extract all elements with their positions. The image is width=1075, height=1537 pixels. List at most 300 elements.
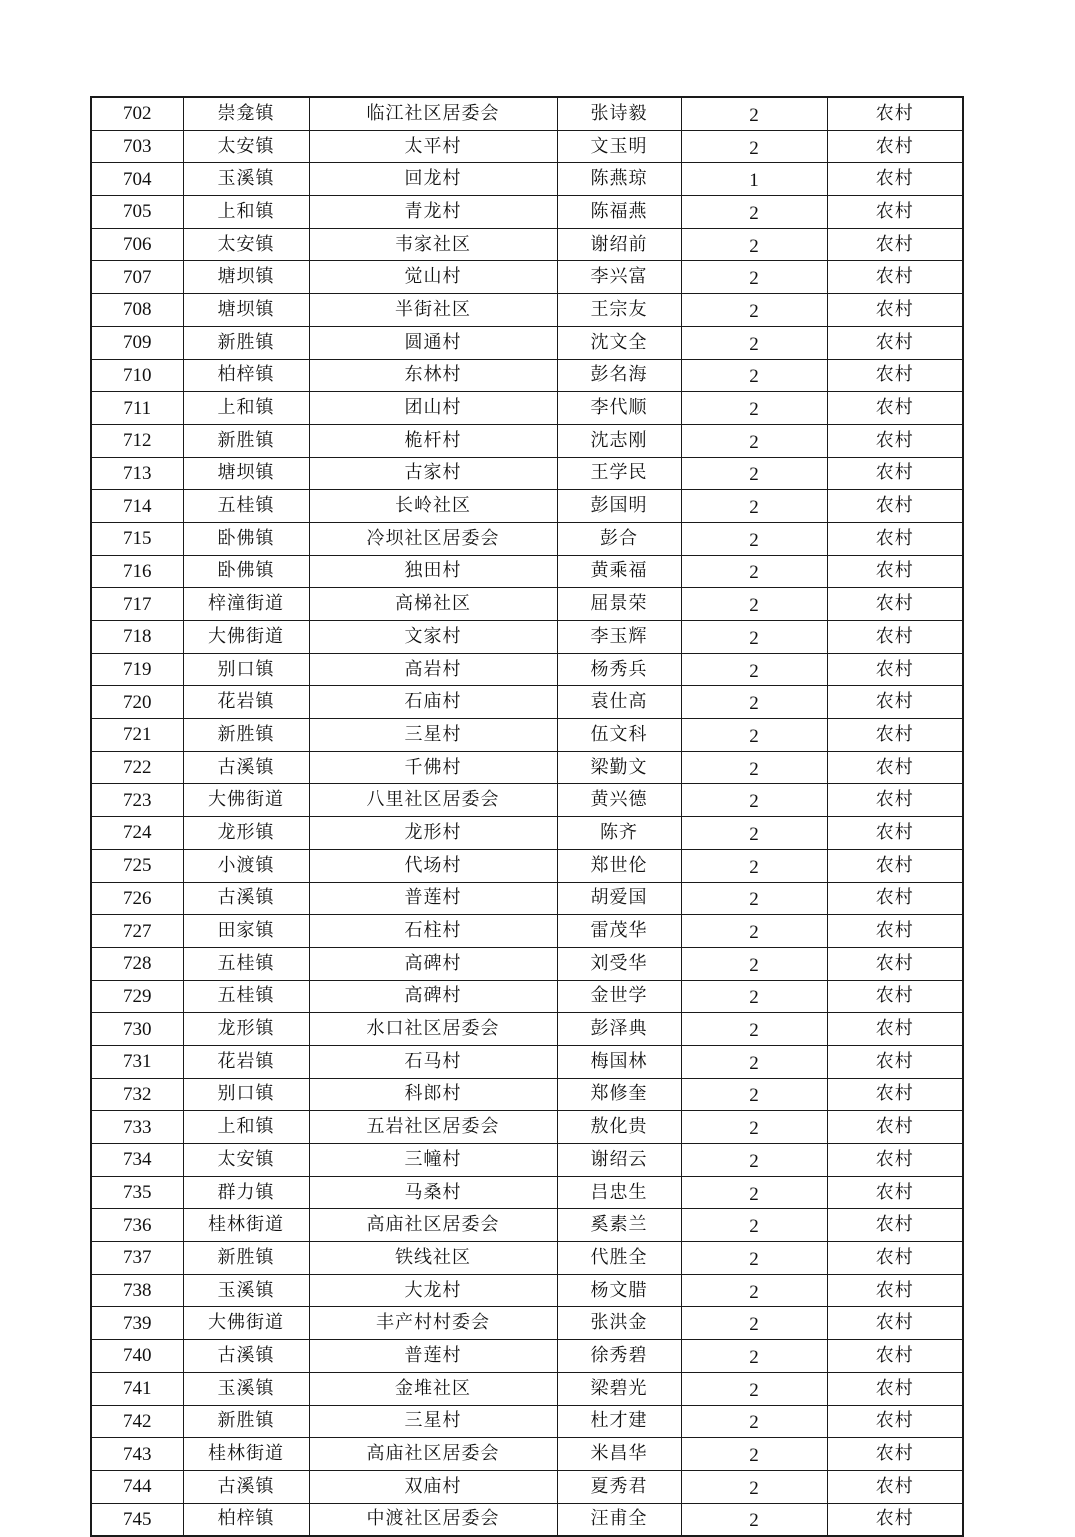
cell-index: 739 xyxy=(91,1307,183,1340)
cell-person-name: 袁仕高 xyxy=(557,686,681,719)
cell-town: 五桂镇 xyxy=(183,490,309,523)
cell-count: 2 xyxy=(681,490,827,523)
cell-type: 农村 xyxy=(827,457,963,490)
cell-count: 2 xyxy=(681,1438,827,1471)
cell-type: 农村 xyxy=(827,163,963,196)
cell-index: 706 xyxy=(91,228,183,261)
table-row xyxy=(91,915,963,948)
cell-index: 709 xyxy=(91,326,183,359)
table-row xyxy=(91,719,963,752)
cell-type: 农村 xyxy=(827,228,963,261)
cell-count: 2 xyxy=(681,784,827,817)
cell-town: 别口镇 xyxy=(183,1078,309,1111)
table-row xyxy=(91,1045,963,1078)
cell-index: 704 xyxy=(91,163,183,196)
cell-village: 双庙村 xyxy=(309,1470,557,1503)
cell-type: 农村 xyxy=(827,980,963,1013)
cell-type: 农村 xyxy=(827,326,963,359)
cell-person-name: 金世学 xyxy=(557,980,681,1013)
cell-village: 桅杆村 xyxy=(309,424,557,457)
cell-village: 五岩社区居委会 xyxy=(309,1111,557,1144)
cell-index: 718 xyxy=(91,621,183,654)
cell-type: 农村 xyxy=(827,882,963,915)
cell-index: 741 xyxy=(91,1372,183,1405)
cell-person-name: 徐秀碧 xyxy=(557,1340,681,1373)
table-row xyxy=(91,817,963,850)
cell-type: 农村 xyxy=(827,490,963,523)
cell-town: 太安镇 xyxy=(183,1144,309,1177)
cell-index: 728 xyxy=(91,947,183,980)
cell-index: 711 xyxy=(91,392,183,425)
cell-village: 冷坝社区居委会 xyxy=(309,522,557,555)
cell-town: 五桂镇 xyxy=(183,947,309,980)
table-row xyxy=(91,1209,963,1242)
cell-village: 青龙村 xyxy=(309,196,557,229)
cell-town: 别口镇 xyxy=(183,653,309,686)
cell-type: 农村 xyxy=(827,1242,963,1275)
table-row xyxy=(91,947,963,980)
cell-person-name: 杨文腊 xyxy=(557,1274,681,1307)
cell-count: 2 xyxy=(681,261,827,294)
cell-type: 农村 xyxy=(827,555,963,588)
cell-person-name: 代胜全 xyxy=(557,1242,681,1275)
cell-village: 石马村 xyxy=(309,1045,557,1078)
cell-person-name: 沈文全 xyxy=(557,326,681,359)
cell-index: 702 xyxy=(91,97,183,130)
cell-type: 农村 xyxy=(827,686,963,719)
cell-count: 2 xyxy=(681,1405,827,1438)
cell-type: 农村 xyxy=(827,1340,963,1373)
cell-village: 三星村 xyxy=(309,719,557,752)
cell-person-name: 胡爱国 xyxy=(557,882,681,915)
cell-type: 农村 xyxy=(827,1013,963,1046)
cell-type: 农村 xyxy=(827,621,963,654)
cell-village: 丰产村村委会 xyxy=(309,1307,557,1340)
cell-type: 农村 xyxy=(827,817,963,850)
cell-index: 740 xyxy=(91,1340,183,1373)
cell-person-name: 郑修奎 xyxy=(557,1078,681,1111)
cell-index: 744 xyxy=(91,1470,183,1503)
table-row xyxy=(91,1274,963,1307)
cell-village: 水口社区居委会 xyxy=(309,1013,557,1046)
cell-index: 745 xyxy=(91,1503,183,1536)
cell-person-name: 杨秀兵 xyxy=(557,653,681,686)
cell-village: 高庙社区居委会 xyxy=(309,1438,557,1471)
cell-index: 726 xyxy=(91,882,183,915)
cell-type: 农村 xyxy=(827,653,963,686)
cell-village: 韦家社区 xyxy=(309,228,557,261)
cell-count: 2 xyxy=(681,1340,827,1373)
cell-person-name: 黄兴德 xyxy=(557,784,681,817)
table-row xyxy=(91,424,963,457)
cell-count: 2 xyxy=(681,1274,827,1307)
cell-town: 桂林街道 xyxy=(183,1209,309,1242)
cell-type: 农村 xyxy=(827,1144,963,1177)
cell-village: 千佛村 xyxy=(309,751,557,784)
table-row xyxy=(91,1078,963,1111)
cell-count: 2 xyxy=(681,424,827,457)
cell-type: 农村 xyxy=(827,1274,963,1307)
cell-count: 2 xyxy=(681,1176,827,1209)
cell-type: 农村 xyxy=(827,849,963,882)
cell-person-name: 汪甫全 xyxy=(557,1503,681,1536)
cell-count: 2 xyxy=(681,621,827,654)
table-row xyxy=(91,261,963,294)
cell-village: 石庙村 xyxy=(309,686,557,719)
cell-person-name: 吕忠生 xyxy=(557,1176,681,1209)
cell-count: 2 xyxy=(681,947,827,980)
table-row xyxy=(91,392,963,425)
cell-count: 2 xyxy=(681,1078,827,1111)
cell-person-name: 敖化贵 xyxy=(557,1111,681,1144)
table-row xyxy=(91,1405,963,1438)
cell-index: 732 xyxy=(91,1078,183,1111)
table-row xyxy=(91,784,963,817)
cell-person-name: 彭国明 xyxy=(557,490,681,523)
cell-type: 农村 xyxy=(827,1045,963,1078)
cell-village: 石柱村 xyxy=(309,915,557,948)
cell-count: 2 xyxy=(681,359,827,392)
cell-village: 太平村 xyxy=(309,130,557,163)
cell-type: 农村 xyxy=(827,947,963,980)
cell-type: 农村 xyxy=(827,1176,963,1209)
cell-count: 2 xyxy=(681,228,827,261)
cell-count: 2 xyxy=(681,1503,827,1536)
cell-town: 新胜镇 xyxy=(183,1242,309,1275)
cell-town: 古溪镇 xyxy=(183,1470,309,1503)
table-row xyxy=(91,228,963,261)
cell-count: 2 xyxy=(681,1470,827,1503)
cell-count: 2 xyxy=(681,1307,827,1340)
cell-person-name: 梁碧光 xyxy=(557,1372,681,1405)
cell-town: 花岩镇 xyxy=(183,686,309,719)
table-row xyxy=(91,751,963,784)
cell-village: 长岭社区 xyxy=(309,490,557,523)
table-row xyxy=(91,1340,963,1373)
cell-person-name: 奚素兰 xyxy=(557,1209,681,1242)
cell-person-name: 梁勤文 xyxy=(557,751,681,784)
cell-town: 新胜镇 xyxy=(183,326,309,359)
table-row xyxy=(91,1111,963,1144)
cell-village: 觉山村 xyxy=(309,261,557,294)
cell-type: 农村 xyxy=(827,1470,963,1503)
cell-village: 普莲村 xyxy=(309,882,557,915)
data-table xyxy=(90,96,964,1537)
cell-town: 塘坝镇 xyxy=(183,294,309,327)
table-row xyxy=(91,1176,963,1209)
cell-person-name: 王宗友 xyxy=(557,294,681,327)
cell-count: 2 xyxy=(681,915,827,948)
cell-type: 农村 xyxy=(827,130,963,163)
cell-index: 721 xyxy=(91,719,183,752)
cell-village: 三幢村 xyxy=(309,1144,557,1177)
cell-village: 代场村 xyxy=(309,849,557,882)
cell-town: 上和镇 xyxy=(183,196,309,229)
cell-person-name: 梅国林 xyxy=(557,1045,681,1078)
cell-count: 1 xyxy=(681,163,827,196)
cell-type: 农村 xyxy=(827,97,963,130)
cell-person-name: 彭合 xyxy=(557,522,681,555)
cell-village: 金堆社区 xyxy=(309,1372,557,1405)
cell-index: 719 xyxy=(91,653,183,686)
table-row xyxy=(91,1307,963,1340)
table-row xyxy=(91,1470,963,1503)
table-row xyxy=(91,163,963,196)
cell-person-name: 雷茂华 xyxy=(557,915,681,948)
cell-count: 2 xyxy=(681,980,827,1013)
cell-index: 743 xyxy=(91,1438,183,1471)
cell-count: 2 xyxy=(681,1111,827,1144)
cell-index: 724 xyxy=(91,817,183,850)
table-row xyxy=(91,97,963,130)
table-row xyxy=(91,686,963,719)
table-row xyxy=(91,1144,963,1177)
cell-village: 铁线社区 xyxy=(309,1242,557,1275)
cell-village: 高岩村 xyxy=(309,653,557,686)
cell-count: 2 xyxy=(681,522,827,555)
cell-type: 农村 xyxy=(827,261,963,294)
cell-count: 2 xyxy=(681,1144,827,1177)
cell-village: 古家村 xyxy=(309,457,557,490)
cell-index: 731 xyxy=(91,1045,183,1078)
cell-type: 农村 xyxy=(827,1405,963,1438)
cell-count: 2 xyxy=(681,1372,827,1405)
cell-town: 花岩镇 xyxy=(183,1045,309,1078)
cell-type: 农村 xyxy=(827,392,963,425)
cell-village: 高碑村 xyxy=(309,980,557,1013)
table-row xyxy=(91,130,963,163)
cell-count: 2 xyxy=(681,817,827,850)
cell-count: 2 xyxy=(681,686,827,719)
cell-index: 736 xyxy=(91,1209,183,1242)
cell-town: 新胜镇 xyxy=(183,1405,309,1438)
cell-village: 龙形村 xyxy=(309,817,557,850)
cell-count: 2 xyxy=(681,882,827,915)
cell-town: 群力镇 xyxy=(183,1176,309,1209)
cell-town: 新胜镇 xyxy=(183,424,309,457)
table-row xyxy=(91,196,963,229)
cell-type: 农村 xyxy=(827,1078,963,1111)
cell-index: 717 xyxy=(91,588,183,621)
cell-town: 五桂镇 xyxy=(183,980,309,1013)
cell-index: 735 xyxy=(91,1176,183,1209)
cell-town: 崇龛镇 xyxy=(183,97,309,130)
cell-count: 2 xyxy=(681,1242,827,1275)
cell-person-name: 郑世伦 xyxy=(557,849,681,882)
cell-count: 2 xyxy=(681,653,827,686)
cell-village: 科郎村 xyxy=(309,1078,557,1111)
cell-person-name: 张诗毅 xyxy=(557,97,681,130)
cell-village: 中渡社区居委会 xyxy=(309,1503,557,1536)
cell-village: 三星村 xyxy=(309,1405,557,1438)
table-row xyxy=(91,522,963,555)
cell-town: 龙形镇 xyxy=(183,1013,309,1046)
cell-index: 720 xyxy=(91,686,183,719)
cell-type: 农村 xyxy=(827,719,963,752)
cell-town: 龙形镇 xyxy=(183,817,309,850)
cell-index: 707 xyxy=(91,261,183,294)
cell-type: 农村 xyxy=(827,588,963,621)
cell-type: 农村 xyxy=(827,1111,963,1144)
cell-person-name: 伍文科 xyxy=(557,719,681,752)
table-row xyxy=(91,980,963,1013)
table-row xyxy=(91,555,963,588)
table-row xyxy=(91,621,963,654)
cell-person-name: 米昌华 xyxy=(557,1438,681,1471)
table-row xyxy=(91,1372,963,1405)
cell-town: 玉溪镇 xyxy=(183,163,309,196)
cell-type: 农村 xyxy=(827,196,963,229)
cell-index: 708 xyxy=(91,294,183,327)
cell-town: 大佛街道 xyxy=(183,621,309,654)
cell-town: 柏梓镇 xyxy=(183,1503,309,1536)
cell-index: 734 xyxy=(91,1144,183,1177)
cell-person-name: 刘受华 xyxy=(557,947,681,980)
cell-type: 农村 xyxy=(827,784,963,817)
cell-person-name: 谢绍云 xyxy=(557,1144,681,1177)
cell-person-name: 沈志刚 xyxy=(557,424,681,457)
cell-index: 714 xyxy=(91,490,183,523)
cell-type: 农村 xyxy=(827,294,963,327)
cell-village: 高庙社区居委会 xyxy=(309,1209,557,1242)
cell-count: 2 xyxy=(681,196,827,229)
cell-type: 农村 xyxy=(827,1372,963,1405)
cell-town: 太安镇 xyxy=(183,130,309,163)
cell-person-name: 李代顺 xyxy=(557,392,681,425)
table-row xyxy=(91,849,963,882)
cell-village: 独田村 xyxy=(309,555,557,588)
table-row xyxy=(91,653,963,686)
cell-town: 太安镇 xyxy=(183,228,309,261)
cell-type: 农村 xyxy=(827,751,963,784)
cell-count: 2 xyxy=(681,719,827,752)
cell-count: 2 xyxy=(681,1209,827,1242)
cell-village: 回龙村 xyxy=(309,163,557,196)
cell-count: 2 xyxy=(681,1013,827,1046)
cell-town: 柏梓镇 xyxy=(183,359,309,392)
cell-type: 农村 xyxy=(827,1209,963,1242)
cell-person-name: 谢绍前 xyxy=(557,228,681,261)
cell-count: 2 xyxy=(681,457,827,490)
cell-person-name: 王学民 xyxy=(557,457,681,490)
cell-index: 712 xyxy=(91,424,183,457)
table-row xyxy=(91,326,963,359)
cell-person-name: 屈景荣 xyxy=(557,588,681,621)
cell-village: 半街社区 xyxy=(309,294,557,327)
table-row xyxy=(91,1503,963,1536)
cell-index: 710 xyxy=(91,359,183,392)
cell-town: 小渡镇 xyxy=(183,849,309,882)
table-row xyxy=(91,359,963,392)
cell-village: 团山村 xyxy=(309,392,557,425)
cell-index: 737 xyxy=(91,1242,183,1275)
cell-count: 2 xyxy=(681,326,827,359)
cell-town: 大佛街道 xyxy=(183,784,309,817)
cell-type: 农村 xyxy=(827,915,963,948)
cell-index: 725 xyxy=(91,849,183,882)
cell-count: 2 xyxy=(681,97,827,130)
table-row xyxy=(91,490,963,523)
cell-count: 2 xyxy=(681,751,827,784)
table-row xyxy=(91,1242,963,1275)
cell-index: 742 xyxy=(91,1405,183,1438)
cell-person-name: 陈福燕 xyxy=(557,196,681,229)
cell-town: 梓潼街道 xyxy=(183,588,309,621)
cell-index: 727 xyxy=(91,915,183,948)
cell-town: 古溪镇 xyxy=(183,882,309,915)
cell-index: 723 xyxy=(91,784,183,817)
table-row xyxy=(91,294,963,327)
cell-town: 新胜镇 xyxy=(183,719,309,752)
cell-town: 上和镇 xyxy=(183,1111,309,1144)
cell-index: 733 xyxy=(91,1111,183,1144)
cell-town: 桂林街道 xyxy=(183,1438,309,1471)
cell-index: 738 xyxy=(91,1274,183,1307)
cell-type: 农村 xyxy=(827,1503,963,1536)
cell-count: 2 xyxy=(681,849,827,882)
cell-town: 古溪镇 xyxy=(183,751,309,784)
cell-person-name: 杜才建 xyxy=(557,1405,681,1438)
cell-person-name: 黄乘福 xyxy=(557,555,681,588)
cell-person-name: 彭名海 xyxy=(557,359,681,392)
cell-village: 普莲村 xyxy=(309,1340,557,1373)
cell-count: 2 xyxy=(681,555,827,588)
cell-village: 高碑村 xyxy=(309,947,557,980)
cell-town: 卧佛镇 xyxy=(183,522,309,555)
cell-town: 塘坝镇 xyxy=(183,261,309,294)
cell-type: 农村 xyxy=(827,1438,963,1471)
cell-type: 农村 xyxy=(827,424,963,457)
table-row xyxy=(91,588,963,621)
cell-count: 2 xyxy=(681,392,827,425)
cell-person-name: 文玉明 xyxy=(557,130,681,163)
cell-village: 临江社区居委会 xyxy=(309,97,557,130)
cell-town: 上和镇 xyxy=(183,392,309,425)
cell-index: 705 xyxy=(91,196,183,229)
cell-type: 农村 xyxy=(827,359,963,392)
cell-index: 730 xyxy=(91,1013,183,1046)
cell-village: 圆通村 xyxy=(309,326,557,359)
cell-person-name: 夏秀君 xyxy=(557,1470,681,1503)
cell-person-name: 陈齐 xyxy=(557,817,681,850)
cell-village: 马桑村 xyxy=(309,1176,557,1209)
cell-town: 大佛街道 xyxy=(183,1307,309,1340)
table-row xyxy=(91,1438,963,1471)
cell-town: 玉溪镇 xyxy=(183,1274,309,1307)
cell-index: 715 xyxy=(91,522,183,555)
cell-person-name: 陈燕琼 xyxy=(557,163,681,196)
cell-index: 716 xyxy=(91,555,183,588)
cell-village: 大龙村 xyxy=(309,1274,557,1307)
cell-index: 713 xyxy=(91,457,183,490)
table-row xyxy=(91,882,963,915)
cell-village: 东林村 xyxy=(309,359,557,392)
cell-person-name: 李玉辉 xyxy=(557,621,681,654)
cell-person-name: 彭泽典 xyxy=(557,1013,681,1046)
cell-count: 2 xyxy=(681,130,827,163)
cell-index: 729 xyxy=(91,980,183,1013)
cell-count: 2 xyxy=(681,294,827,327)
cell-town: 田家镇 xyxy=(183,915,309,948)
cell-type: 农村 xyxy=(827,522,963,555)
table-row xyxy=(91,1013,963,1046)
cell-village: 高梯社区 xyxy=(309,588,557,621)
table-row xyxy=(91,457,963,490)
cell-village: 文家村 xyxy=(309,621,557,654)
table-body xyxy=(91,97,963,1536)
cell-index: 703 xyxy=(91,130,183,163)
cell-person-name: 张洪金 xyxy=(557,1307,681,1340)
